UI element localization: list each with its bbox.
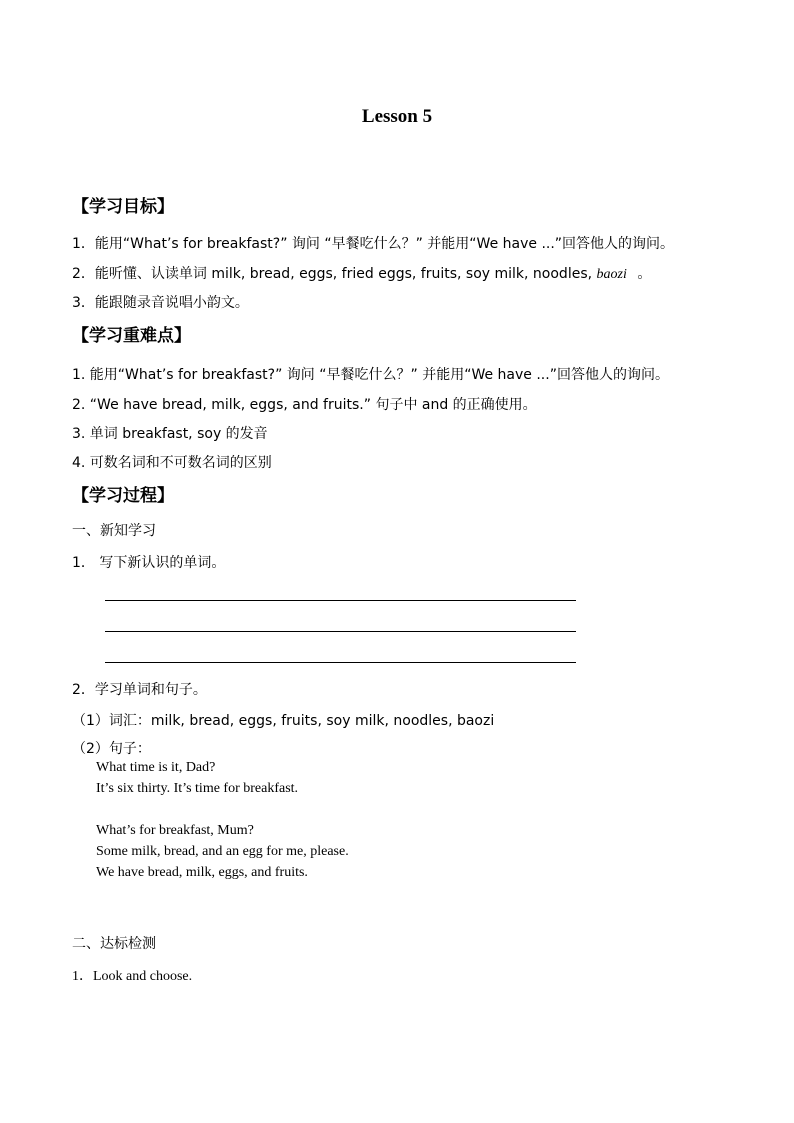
objectives-heading: 【学习目标】 xyxy=(72,197,174,217)
answer-line-2[interactable] xyxy=(105,631,576,632)
part1-task1: 1． 写下新认识的单词。 xyxy=(72,555,226,571)
vocab-line: （1）词汇：milk, bread, eggs, fruits, soy milk, noodles, baozi xyxy=(72,713,495,729)
objective-item-1: 1．能用“What’s for breakfast?” 询问 “早餐吃什么？” 并能用“We have ...”回答他人的询问。 xyxy=(72,236,675,252)
process-heading: 【学习过程】 xyxy=(72,486,174,506)
key-point-3: 3. 单词 breakfast, soy 的发音 xyxy=(72,426,268,442)
sentence-2: It’s six thirty. It’s time for breakfast. xyxy=(96,781,299,796)
answer-line-3[interactable] xyxy=(105,662,576,663)
objective-item-2-period: 。 xyxy=(637,266,652,282)
sentence-5: We have bread, milk, eggs, and fruits. xyxy=(96,865,308,880)
part1-task2: 2．学习单词和句子。 xyxy=(72,682,207,698)
key-point-4: 4. 可数名词和不可数名词的区别 xyxy=(72,455,272,471)
sentence-3: What’s for breakfast, Mum? xyxy=(96,823,254,838)
key-point-1: 1. 能用“What’s for breakfast?” 询问 “早餐吃什么？” 并能用“We have ...”回答他人的询问。 xyxy=(72,367,669,383)
key-point-2: 2. “We have bread, milk, eggs, and fruits.” 句子中 and 的正确使用。 xyxy=(72,397,537,413)
answer-line-1[interactable] xyxy=(105,600,576,601)
objective-item-2-baozi: baozi xyxy=(596,267,627,282)
objective-item-3: 3．能跟随录音说唱小韵文。 xyxy=(72,295,249,311)
part1-title: 一、新知学习 xyxy=(72,523,156,539)
key-points-heading: 【学习重难点】 xyxy=(72,326,191,346)
sentences-label: （2）句子： xyxy=(72,741,151,757)
part2-title: 二、达标检测 xyxy=(72,936,156,952)
objective-item-2-text: 2．能听懂、认读单词 milk, bread, eggs, fried eggs, fruits, soy milk, noodles, xyxy=(72,266,593,282)
sentence-4: Some milk, bread, and an egg for me, please. xyxy=(96,844,349,859)
objective-item-2 xyxy=(72,263,651,283)
sentence-1: What time is it, Dad? xyxy=(96,760,216,775)
page-title: Lesson 5 xyxy=(361,106,433,127)
part2-task1: 1．Look and choose. xyxy=(72,969,193,984)
